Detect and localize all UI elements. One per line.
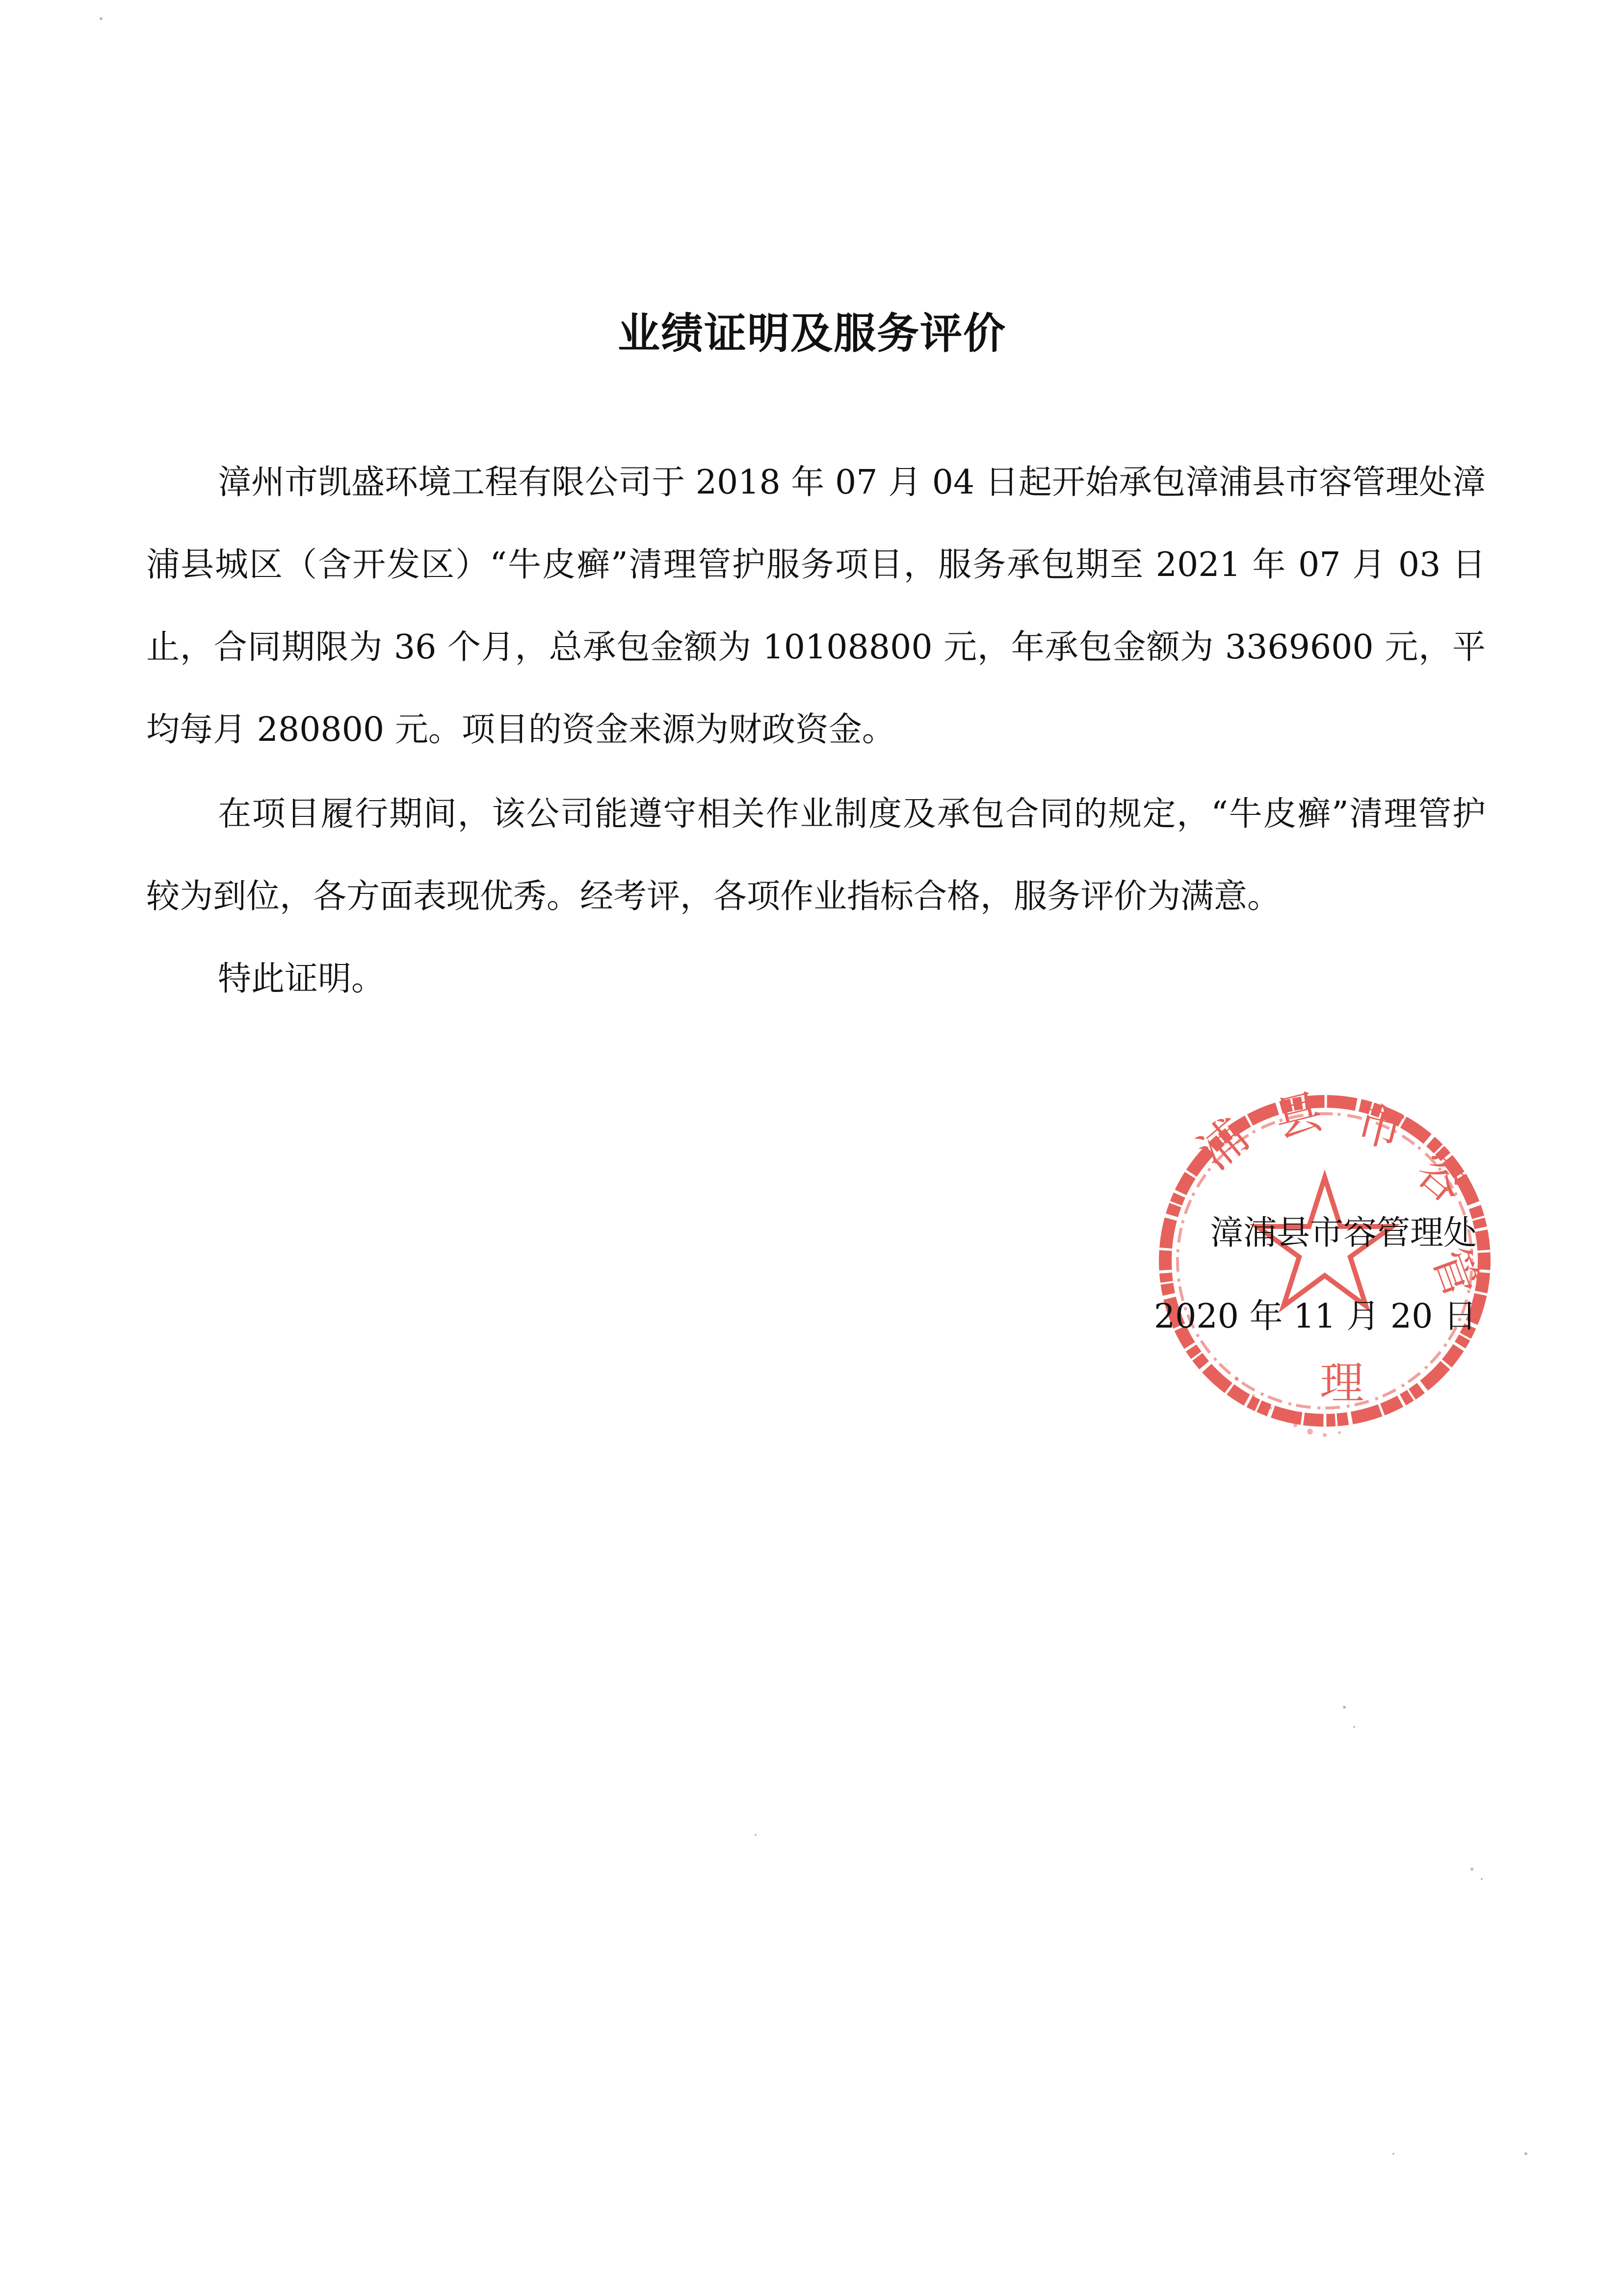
svg-text:浦: 浦 — [1187, 1108, 1259, 1180]
paragraph-performance-evaluation: 在项目履行期间，该公司能遵守相关作业制度及承包合同的规定，“牛皮癣”清理管护较为到位，各方面表现优秀。经考评，各项作业指标合格，服务评价为满意。 — [146, 795, 1486, 916]
issuing-organization: 漳浦县市容管理处 — [1209, 1214, 1477, 1252]
paragraph-project-details: 漳州市凯盛环境工程有限公司于 2018 年 07 月 04 日起开始承包漳浦县市容管理处漳浦县城区（含开发区）“牛皮癣”清理管护服务项目，服务承包期至 2021 年 07 月 03 日止，合同期限为 36 个月，总承包金额为 10108800 元，年承包金额为 3369600 元，平均每月 280800 元。项目的资金来源为财政资金。 — [146, 463, 1486, 749]
svg-text:理: 理 — [1320, 1357, 1364, 1409]
document-title: 业绩证明及服务评价 — [618, 309, 1006, 358]
paragraph-closing: 特此证明。 — [218, 960, 385, 998]
svg-text:县: 县 — [1269, 1083, 1328, 1148]
svg-text:管: 管 — [1422, 1241, 1490, 1305]
issue-date: 2020 年 11 月 20 日 — [1153, 1297, 1477, 1336]
svg-text:市: 市 — [1350, 1095, 1410, 1160]
svg-text:容: 容 — [1406, 1142, 1477, 1215]
